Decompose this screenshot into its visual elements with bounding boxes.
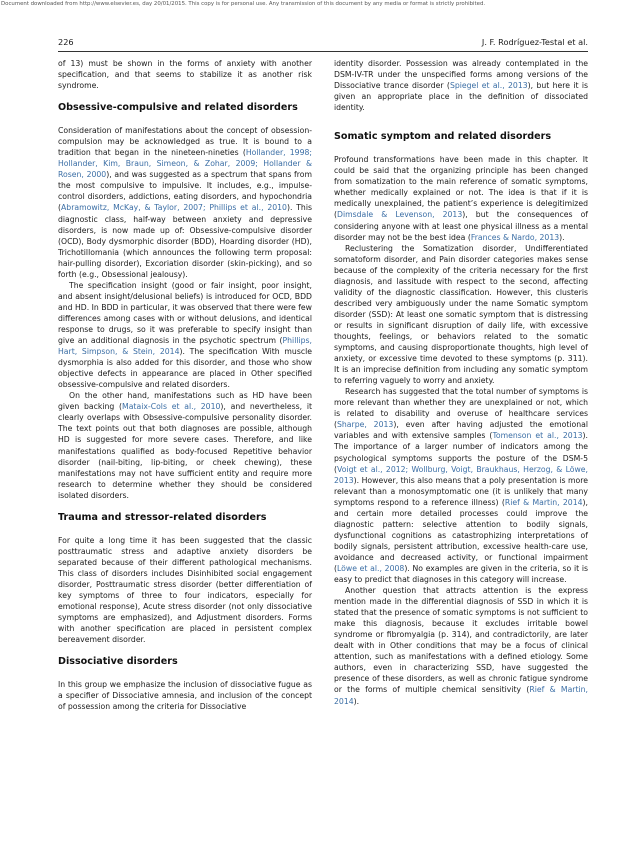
dissociative-continued: identity disorder. Possession was already contemplated in the DSM-IV-TR under the unspecified forms among versions of the Dissociative trance disorder (Spiegel et al., 2013), but here it is given an appropriate place in the definition of dissociated identity. (334, 59, 589, 113)
somatic-paragraph-4: Another question that attracts attention is the express mention made in the differential diagnosis of SSD in which it is stated that the presence of somatic symptoms is not sufficient to make this diagnosis, because it excludes irritable bowel syndrome or fibromyalgia (p. 314), and contradictorily, are later dealt with in Other conditions that may be a focus of clinical attention, such as manifestations with a defined etiology. Some authors, even in characterizing SSD, have suggested the presence of these disorders, as well as chronic fatigue syndrome or the forms of multiple chemical sensitivity (Rief & Martin, 2014). (334, 586, 588, 706)
citation-link[interactable]: Dimsdale & Levenson, 2013 (337, 210, 463, 220)
running-title: J. F. Rodríguez-Testal et al. (481, 37, 588, 47)
citation-link[interactable]: Frances & Nardo, 2013 (470, 232, 560, 242)
somatic-paragraph-3: Research has suggested that the total number of symptoms is more relevant than whether they are unexplained or not, which is related to disability and overuse of healthcare services (Sharpe, 2013), even after having adjusted the emotional variables and with extensive samples (Tomenson et al., 2013). The importance of a larger number of indicators among the psychological symptoms supports the posture of the DSM-5 (Voigt et al., 2012; Wollburg, Voigt, Braukhaus, Herzog, & Löwe, 2013). However, this also means that a poly presentation is more relevant than a monosymptomatic one (it is unlikely that many symptoms respond to a reference illness) (Rief & Martin, 2014), and certain more detailed processes could improve the diagnostic pattern: selective attention to bodily signals, dysfunctional cognitions as catastrophizing interpretations of bodily signals, persistent attribution, excessive health-care use, avoidance and decreased activity, or functional impairment (Löwe et al., 2008). No examples are given in the criteria, so it is easy to predict that diagnoses in this category will increase. (334, 387, 588, 585)
header-rule (58, 51, 588, 52)
citation-link[interactable]: Voigt et al., 2012; Wollburg, Voigt, Braukhaus, Herzog, & Löwe, 2013 (334, 464, 588, 485)
citation-link[interactable]: Sharpe, 2013 (337, 420, 394, 430)
running-head (58, 36, 588, 48)
ocd-paragraph-1: Consideration of manifestations about the concept of obsession-compulsion may be acknowledged as true. It is bound to a tradition that began in the nineteen-nineties (Hollander, 1998; Hollander, Kim, Braun, Simeon, & Zohar, 2009; Hollander & Rosen, 2000), and was suggested as a spectrum that spans from the most compulsive to impulsive. It includes, e.g., impulse-control disorders, addictions, eating disorders, and hypochondria (Abramowitz, McKay, & Taylor, 2007; Phillips et al., 2010). This diagnostic class, half-way between anxiety and depressive disorders, is now made up of: Obsessive-compulsive disorder (OCD), Body dysmorphic disorder (BDD), Hoarding disorder (HD), Trichotillomania (which announces the following term proposal: hair-pulling disorder), Excoriation disorder (skin-picking), and so forth (e.g., Obsessional jealousy). (58, 126, 313, 279)
heading-dissociative: Dissociative disorders (58, 656, 178, 668)
somatic-paragraph-1: Profound transformations have been made in this chapter. It could be said that the organizing principle has been changed from somatization to the main reference of somatic symptoms, whether medically explained or not. The idea is that if it is medically unexplained, the patient’s experience is delegitimized (Dimsdale & Levenson, 2013), but the consequences of considering anyone with at least one physical illness as a mental disorder may not be the best idea (Frances & Nardo, 2013). (334, 155, 589, 242)
citation-link[interactable]: Rief & Martin, 2014 (504, 497, 583, 507)
dissociative-paragraph: In this group we emphasize the inclusion of dissociative fugue as a specifier of Dissociative amnesia, and inclusion of the concept of possession among the criteria for Dissociative (58, 680, 312, 712)
heading-obsessive-compulsive: Obsessive-compulsive and related disorders (58, 102, 298, 114)
citation-link[interactable]: Abramowitz, McKay, & Taylor, 2007; Phillips et al., 2010 (61, 203, 287, 213)
citation-link[interactable]: Rief & Martin, 2014 (334, 685, 588, 706)
heading-trauma: Trauma and stressor-related disorders (58, 511, 267, 523)
download-notice: Document downloaded from http://www.elsevier.es, day 20/01/2015. This copy is for personal use. Any transmission of this document by any media or format is strictly prohibited. (1, 1, 486, 7)
citation-link[interactable]: Mataix-Cols et al., 2010 (122, 402, 221, 412)
citation-link[interactable]: Phillips, Hart, Simpson, & Stein, 2014 (58, 336, 312, 357)
left-column (58, 58, 312, 712)
somatic-paragraph-2: Reclustering the Somatization disorder, Undifferentiated somatoform disorder, and Pain disorder categories makes sense because of the complexity of the criteria necessary for the first diagnosis, and lassitude with respect to the second, affecting validity of the diagnostic classification. However, this clusteris described very ambiguously under the name Somatic symptom disorder (SSD): At least one somatic symptom that is distressing or results in significant disruption of daily life, with excessive thoughts, feelings, or behaviors related to the somatic symptoms, and causing disproportionate thoughts, high level of anxiety, or excessive time devoted to these symptoms (p. 311). It is an imprecise definition from including any somatic symptom to referring vaguely to worry and anxiety. (334, 243, 588, 386)
page-number: 226 (58, 37, 74, 47)
citation-link[interactable]: Hollander, 1998; Hollander, Kim, Braun, Simeon, & Zohar, 2009; Hollander & Rosen, 2000 (58, 148, 312, 180)
paragraph-continued: of 13) must be shown in the forms of anxiety with another specification, and that seems to stabilize it as another risk syndrome. (58, 59, 312, 91)
trauma-paragraph: For quite a long time it has been suggested that the classic posttraumatic stress and adaptive anxiety disorders be separated because of their different pathological mechanisms. This class of disorders includes Disinhibited social engagement disorder, Posttraumatic stress disorder (better differentiation of key symptoms of three to four indicators, especially for emotional response), Acute stress disorder (not only dissociative symptoms are emphasized), and Adjustment disorders. Forms with another specification are placed in persistent complex bereavement disorder. (58, 535, 312, 645)
citation-link[interactable]: Spiegel et al., 2013 (449, 81, 528, 91)
citation-link[interactable]: Löwe et al., 2008 (337, 563, 405, 573)
ocd-paragraph-2: The specification insight (good or fair insight, poor insight, and absent insight/delusional beliefs) is introduced for OCD, BDD and HD. In BDD in particular, it was observed that there were few differences among cases with or without delusions, and identical response to drugs, so it was preferable to specify insight than give an additional diagnosis in the psychotic spectrum (Phillips, Hart, Simpson, & Stein, 2014). The specification With muscle dysmorphia is also added for this disorder, and those who show objective defects in appearance are placed in Other specified obsessive-compulsive and related disorders. (58, 280, 312, 390)
ocd-paragraph-3: On the other hand, manifestations such as HD have been given backing (Mataix-Cols et al., 2010), and nevertheless, it clearly overlaps with Obsessive-compulsive personality disorder. The text points out that both diagnoses are possible, although HD is suggested for more severe cases. Therefore, and like manifestations qualified as body-focused Repetitive behavior disorder (nail-biting, lip-biting, or cheek chewing), these manifestations may not have sufficient entity and require more research to determine whether they should be considered isolated disorders. (58, 391, 313, 500)
right-column (334, 58, 588, 707)
heading-somatic: Somatic symptom and related disorders (334, 131, 552, 143)
citation-link[interactable]: Tomenson et al., 2013 (492, 431, 583, 441)
